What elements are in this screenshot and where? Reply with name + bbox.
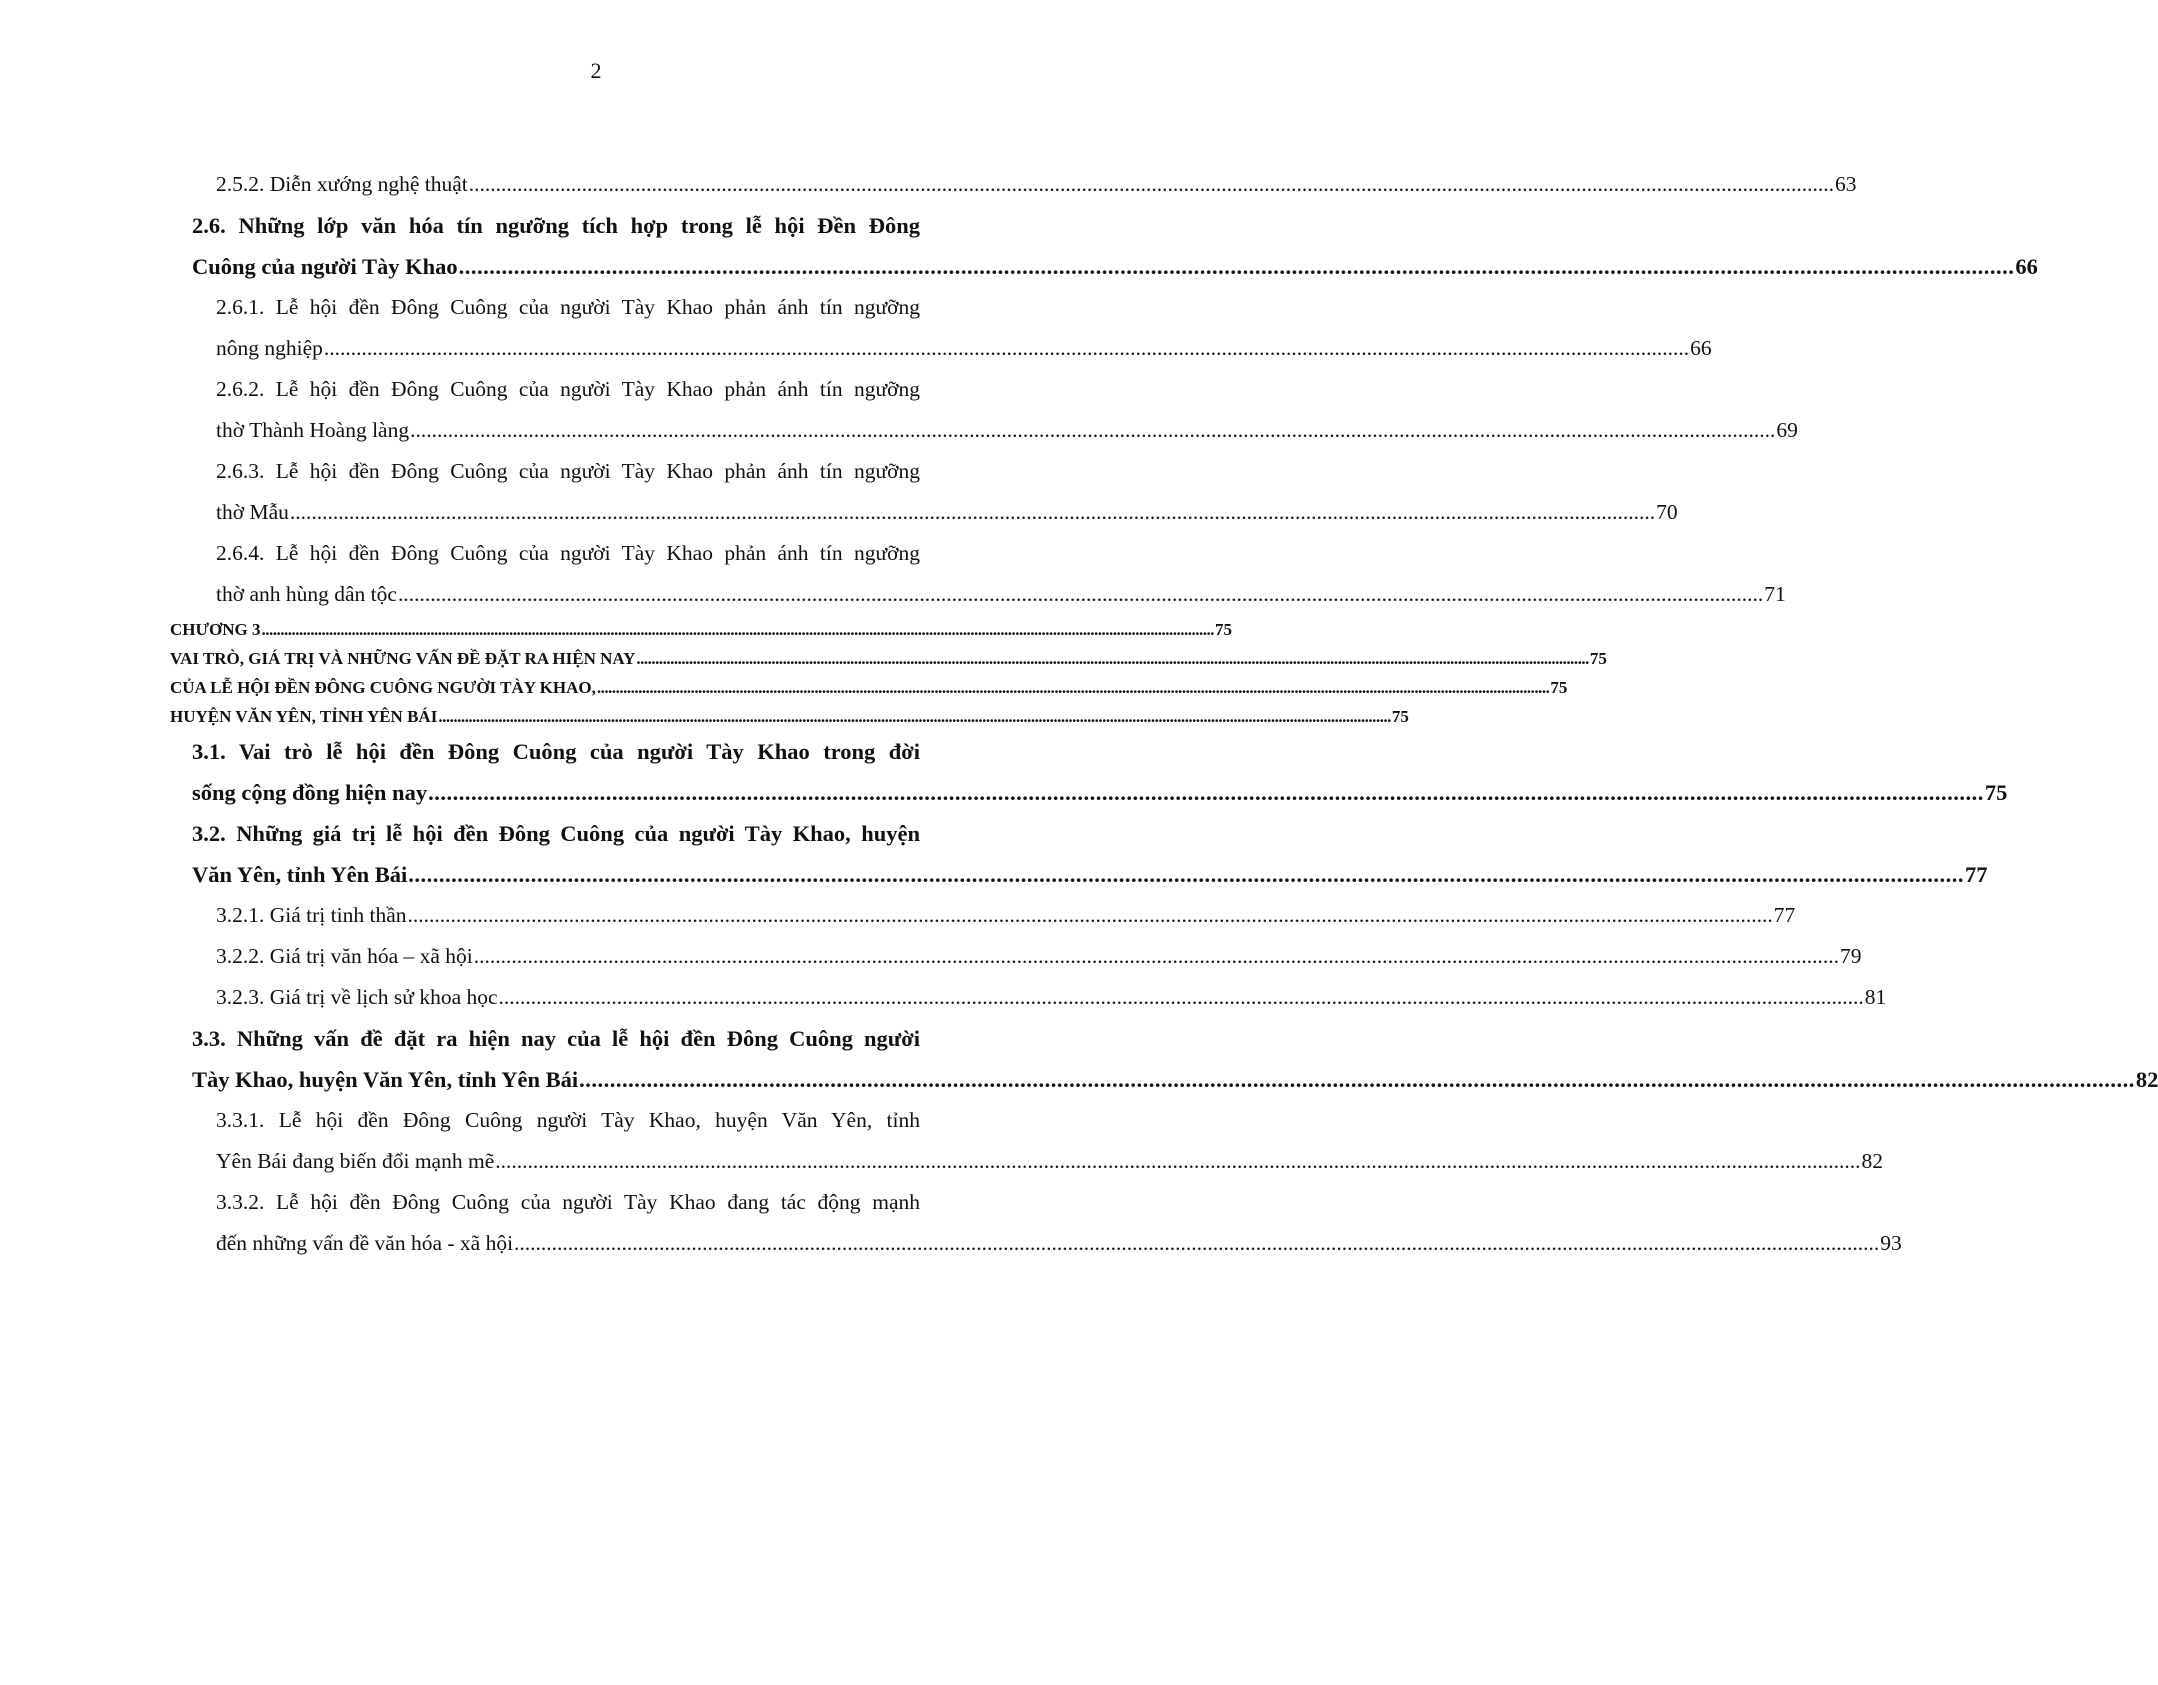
- toc-entry[interactable]: [192, 1018, 2158, 1100]
- toc-entry-title: Yên Bái đang biến đổi mạnh mẽ: [216, 1149, 495, 1173]
- toc-entry-title: 3.2.2. Giá trị văn hóa – xã hội: [216, 944, 473, 968]
- toc-page-number: 70: [1656, 500, 1678, 524]
- toc-entry[interactable]: [216, 164, 1857, 205]
- dot-leader: [398, 574, 1763, 615]
- toc-entry-title: đến những vấn đề văn hóa - xã hội: [216, 1231, 514, 1255]
- dot-leader: [499, 977, 1864, 1018]
- toc-entry-title: VAI TRÒ, GIÁ TRỊ VÀ NHỮNG VẤN ĐỀ ĐẶT RA HIỆN NAY: [170, 649, 636, 668]
- dot-leader: [324, 328, 1689, 369]
- toc-entry[interactable]: [216, 977, 1887, 1018]
- toc-entry[interactable]: [216, 369, 1798, 451]
- toc-entry[interactable]: [192, 813, 1988, 895]
- toc-entry-text: 2.6.3. Lễ hội đền Đông Cuông của người Tày Khao phản ánh tín ngưỡng: [216, 459, 920, 483]
- toc-page-number: 77: [1965, 862, 1988, 887]
- toc-entry-title: 3.2.1. Giá trị tinh thần: [216, 903, 407, 927]
- toc-entry-text: 2.6. Những lớp văn hóa tín ngưỡng tích hợp trong lễ hội Đền Đông: [192, 213, 920, 238]
- toc-entry[interactable]: [216, 287, 1712, 369]
- toc-entry-title: 2.5.2. Diễn xướng nghệ thuật: [216, 172, 468, 196]
- toc-entry-text: 2.6.1. Lễ hội đền Đông Cuông của người Tày Khao phản ánh tín ngưỡng: [216, 295, 920, 319]
- toc-entry[interactable]: [216, 936, 1862, 977]
- dot-leader: [459, 246, 2015, 287]
- dot-leader: [514, 1223, 1879, 1264]
- toc-entry[interactable]: [170, 615, 1233, 644]
- toc-entry-title: Văn Yên, tỉnh Yên Bái: [192, 862, 408, 887]
- toc-entry-title: nông nghiệp: [216, 336, 323, 360]
- toc-page-number: 71: [1764, 582, 1786, 606]
- toc-page-number: 75: [1984, 780, 2008, 805]
- table-of-contents: [170, 164, 2158, 1264]
- toc-entry-text: 2.6.2. Lễ hội đền Đông Cuông của người Tày Khao phản ánh tín ngưỡng: [216, 377, 920, 401]
- toc-entry[interactable]: [216, 1100, 1883, 1182]
- toc-entry-text: 3.3. Những vấn đề đặt ra hiện nay của lễ hội đền Đông Cuông người: [192, 1026, 920, 1051]
- toc-page-number: 81: [1864, 985, 1887, 1009]
- toc-entry-title: HUYỆN VĂN YÊN, TỈNH YÊN BÁI: [170, 707, 438, 726]
- toc-entry-title: 3.2.3. Giá trị về lịch sử khoa học: [216, 985, 498, 1009]
- toc-entry[interactable]: [170, 673, 1568, 702]
- toc-page-number: 75: [1550, 678, 1568, 697]
- toc-entry-title: Cuông của người Tày Khao: [192, 254, 458, 279]
- toc-entry-text: 2.6.4. Lễ hội đền Đông Cuông của người Tày Khao phản ánh tín ngưỡng: [216, 541, 920, 565]
- dot-leader: [408, 895, 1773, 936]
- toc-entry[interactable]: [170, 702, 1409, 731]
- dot-leader: [579, 1059, 2135, 1100]
- toc-page-number: 82: [2135, 1067, 2158, 1092]
- dot-leader: [495, 1141, 1860, 1182]
- toc-entry[interactable]: [216, 451, 1678, 533]
- toc-entry-text: 3.3.2. Lễ hội đền Đông Cuông của người Tày Khao đang tác động mạnh: [216, 1190, 920, 1214]
- dot-leader: [290, 492, 1655, 533]
- dot-leader: [428, 772, 1984, 813]
- toc-entry[interactable]: [216, 1182, 1902, 1264]
- page-number: 2: [590, 58, 602, 83]
- toc-page-number: 93: [1880, 1231, 1902, 1255]
- toc-page-number: 66: [2015, 254, 2038, 279]
- dot-leader: [408, 854, 1964, 895]
- toc-page-number: 75: [1215, 620, 1233, 639]
- toc-entry-title: thờ Mẫu: [216, 500, 289, 524]
- dot-leader: [474, 936, 1839, 977]
- toc-page-number: 75: [1391, 707, 1409, 726]
- toc-entry[interactable]: [216, 895, 1796, 936]
- toc-entry-title: Tày Khao, huyện Văn Yên, tỉnh Yên Bái: [192, 1067, 579, 1092]
- toc-entry-title: sống cộng đồng hiện nay: [192, 780, 428, 805]
- toc-entry-title: CỦA LỄ HỘI ĐỀN ĐÔNG CUÔNG NGƯỜI TÀY KHAO,: [170, 678, 596, 697]
- dot-leader: [410, 410, 1775, 451]
- toc-entry-text: 3.2. Những giá trị lễ hội đền Đông Cuông của người Tày Khao, huyện: [192, 821, 920, 846]
- toc-page-number: 63: [1834, 172, 1857, 196]
- dot-leader: [469, 164, 1834, 205]
- toc-entry-text: 3.1. Vai trò lễ hội đền Đông Cuông của người Tày Khao trong đời: [192, 739, 920, 764]
- toc-page-number: 66: [1690, 336, 1712, 360]
- dot-leader: [636, 644, 1589, 673]
- toc-entry-title: thờ anh hùng dân tộc: [216, 582, 397, 606]
- toc-page-number: 79: [1840, 944, 1862, 968]
- toc-entry[interactable]: [170, 644, 1607, 673]
- toc-entry[interactable]: [192, 731, 2008, 813]
- toc-entry-title: CHƯƠNG 3: [170, 620, 261, 639]
- toc-page-number: 75: [1589, 649, 1607, 668]
- toc-entry-title: thờ Thành Hoàng làng: [216, 418, 410, 442]
- dot-leader: [597, 673, 1550, 702]
- toc-entry[interactable]: [192, 205, 2038, 287]
- dot-leader: [438, 702, 1391, 731]
- toc-page-number: 69: [1776, 418, 1798, 442]
- toc-page-number: 82: [1861, 1149, 1883, 1173]
- toc-page-number: 77: [1773, 903, 1796, 927]
- toc-entry-text: 3.3.1. Lễ hội đền Đông Cuông người Tày Khao, huyện Văn Yên, tỉnh: [216, 1108, 920, 1132]
- dot-leader: [262, 615, 1215, 644]
- toc-entry[interactable]: [216, 533, 1786, 615]
